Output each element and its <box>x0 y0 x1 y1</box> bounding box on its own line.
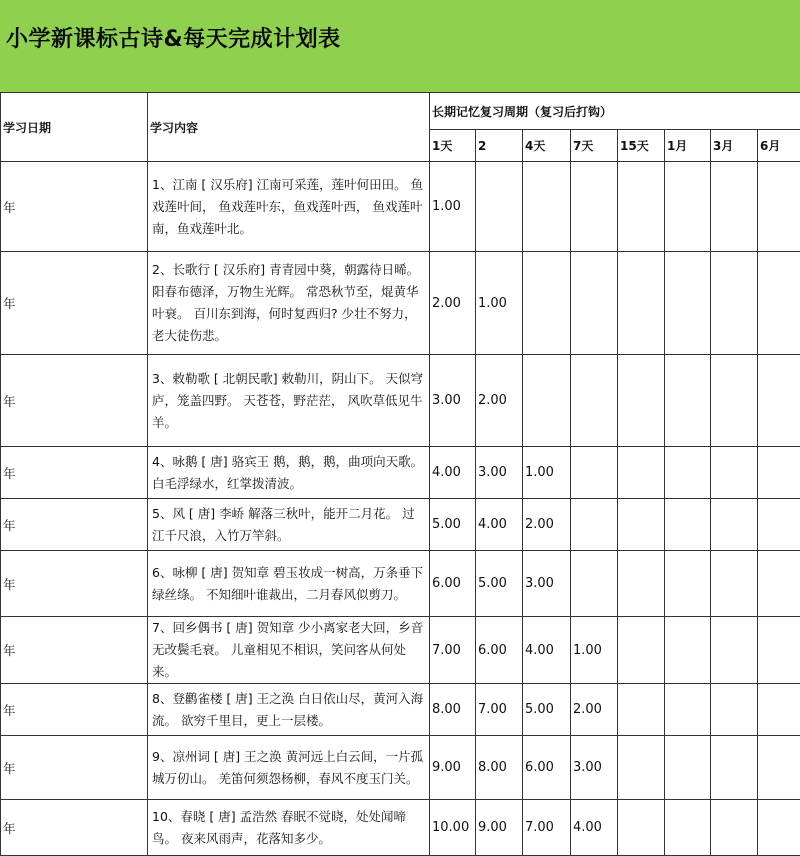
review-check-cell[interactable] <box>711 617 758 684</box>
review-check-cell[interactable] <box>665 684 711 736</box>
poem-content-cell: 4、咏鹅 [ 唐] 骆宾王 鹅，鹅，鹅，曲项向天歌。 白毛浮绿水，红掌拨清波。 <box>148 447 430 499</box>
review-check-cell[interactable] <box>758 736 800 800</box>
review-check-cell[interactable] <box>571 447 618 499</box>
poem-content-cell: 9、凉州词 [ 唐] 王之涣 黄河远上白云间，一片孤城万仞山。 羌笛何须怨杨柳，春风不度玉门关。 <box>148 736 430 800</box>
table-row <box>1 447 800 499</box>
review-check-cell[interactable]: 9.00 <box>476 800 523 856</box>
review-check-cell[interactable] <box>618 447 665 499</box>
review-check-cell[interactable]: 3.00 <box>523 551 571 617</box>
review-check-cell[interactable]: 6.00 <box>430 551 476 617</box>
review-check-cell[interactable] <box>523 252 571 355</box>
poem-content-cell: 2、长歌行 [ 汉乐府] 青青园中葵，朝露待日晞。 阳春布德泽，万物生光辉。 常恐秋节至，焜黄华叶衰。 百川东到海，何时复西归? 少壮不努力，老大徒伤悲。 <box>148 252 430 355</box>
review-check-cell[interactable] <box>665 551 711 617</box>
review-check-cell[interactable] <box>618 355 665 447</box>
review-check-cell[interactable] <box>665 736 711 800</box>
review-check-cell[interactable] <box>571 499 618 551</box>
date-cell: 年 <box>1 162 148 252</box>
review-check-cell[interactable] <box>618 499 665 551</box>
review-check-cell[interactable] <box>618 162 665 252</box>
header-date: 学习日期 <box>1 93 148 162</box>
date-cell: 年 <box>1 355 148 447</box>
review-check-cell[interactable] <box>665 617 711 684</box>
review-check-cell[interactable] <box>711 499 758 551</box>
poem-content-cell: 8、登鹳雀楼 [ 唐] 王之涣 白日依山尽，黄河入海流。 欲穷千里目，更上一层楼。 <box>148 684 430 736</box>
review-check-cell[interactable] <box>711 736 758 800</box>
review-check-cell[interactable] <box>665 499 711 551</box>
review-check-cell[interactable]: 9.00 <box>430 736 476 800</box>
review-check-cell[interactable] <box>618 252 665 355</box>
table-row <box>1 617 800 684</box>
review-check-cell[interactable] <box>665 252 711 355</box>
header-review-period: 长期记忆复习周期（复习后打钩） <box>430 93 800 130</box>
poem-content-cell: 1、江南 [ 汉乐府] 江南可采莲，莲叶何田田。 鱼戏莲叶间， 鱼戏莲叶东，鱼戏莲叶西， 鱼戏莲叶南，鱼戏莲叶北。 <box>148 162 430 252</box>
review-check-cell[interactable]: 3.00 <box>571 736 618 800</box>
date-cell: 年 <box>1 551 148 617</box>
header-cycle: 3月 <box>711 130 758 162</box>
poem-content-cell: 6、咏柳 [ 唐] 贺知章 碧玉妆成一树高，万条垂下绿丝绦。 不知细叶谁裁出，二月春风似剪刀。 <box>148 551 430 617</box>
date-cell: 年 <box>1 252 148 355</box>
table-row <box>1 252 800 355</box>
review-check-cell[interactable] <box>618 800 665 856</box>
review-check-cell[interactable] <box>665 447 711 499</box>
review-check-cell[interactable]: 4.00 <box>571 800 618 856</box>
date-cell: 年 <box>1 447 148 499</box>
review-check-cell[interactable]: 4.00 <box>476 499 523 551</box>
header-cycle: 2 <box>476 130 523 162</box>
review-check-cell[interactable] <box>571 355 618 447</box>
review-check-cell[interactable] <box>618 736 665 800</box>
review-check-cell[interactable]: 1.00 <box>571 617 618 684</box>
review-check-cell[interactable] <box>758 800 800 856</box>
review-check-cell[interactable]: 7.00 <box>476 684 523 736</box>
date-cell: 年 <box>1 499 148 551</box>
header-cycle: 7天 <box>571 130 618 162</box>
review-check-cell[interactable]: 8.00 <box>476 736 523 800</box>
review-check-cell[interactable]: 6.00 <box>476 617 523 684</box>
table-row <box>1 162 800 252</box>
review-check-cell[interactable]: 6.00 <box>523 736 571 800</box>
review-check-cell[interactable] <box>711 355 758 447</box>
review-check-cell[interactable]: 1.00 <box>476 252 523 355</box>
table-row <box>1 355 800 447</box>
review-check-cell[interactable]: 10.00 <box>430 800 476 856</box>
review-check-cell[interactable] <box>758 551 800 617</box>
review-check-cell[interactable] <box>618 551 665 617</box>
review-check-cell[interactable]: 4.00 <box>430 447 476 499</box>
table-row <box>1 800 800 856</box>
title-banner <box>0 0 800 93</box>
review-check-cell[interactable] <box>758 684 800 736</box>
header-cycle: 1月 <box>665 130 711 162</box>
table-row <box>1 551 800 617</box>
review-check-cell[interactable]: 3.00 <box>476 447 523 499</box>
poem-content-cell: 5、风 [ 唐] 李峤 解落三秋叶，能开二月花。 过江千尺浪，入竹万竿斜。 <box>148 499 430 551</box>
review-check-cell[interactable]: 7.00 <box>523 800 571 856</box>
review-check-cell[interactable]: 2.00 <box>523 499 571 551</box>
table-row <box>1 684 800 736</box>
review-check-cell[interactable]: 7.00 <box>430 617 476 684</box>
review-check-cell[interactable] <box>476 162 523 252</box>
review-check-cell[interactable] <box>758 162 800 252</box>
table-row <box>1 736 800 800</box>
review-check-cell[interactable]: 2.00 <box>430 252 476 355</box>
review-check-cell[interactable] <box>665 800 711 856</box>
review-check-cell[interactable]: 1.00 <box>430 162 476 252</box>
review-check-cell[interactable]: 8.00 <box>430 684 476 736</box>
review-check-cell[interactable] <box>711 162 758 252</box>
review-check-cell[interactable] <box>523 355 571 447</box>
poem-content-cell: 10、春晓 [ 唐] 孟浩然 春眠不觉晓，处处闻啼鸟。 夜来风雨声，花落知多少。 <box>148 800 430 856</box>
review-check-cell[interactable] <box>523 162 571 252</box>
review-check-cell[interactable] <box>711 252 758 355</box>
review-check-cell[interactable] <box>711 551 758 617</box>
page-title: 小学新课标古诗&每天完成计划表 <box>6 22 341 53</box>
review-check-cell[interactable]: 2.00 <box>476 355 523 447</box>
header-cycle: 1天 <box>430 130 476 162</box>
date-cell: 年 <box>1 617 148 684</box>
review-check-cell[interactable] <box>758 499 800 551</box>
review-check-cell[interactable] <box>618 617 665 684</box>
review-check-cell[interactable] <box>758 617 800 684</box>
poem-content-cell: 7、回乡偶书 [ 唐] 贺知章 少小离家老大回，乡音无改鬓毛衰。 儿童相见不相识，笑问客从何处来。 <box>148 617 430 684</box>
review-check-cell[interactable] <box>571 551 618 617</box>
header-cycle: 15天 <box>618 130 665 162</box>
date-cell: 年 <box>1 736 148 800</box>
review-check-cell[interactable] <box>711 684 758 736</box>
header-cycle: 6月 <box>758 130 800 162</box>
table-row <box>1 499 800 551</box>
review-check-cell[interactable]: 5.00 <box>476 551 523 617</box>
date-cell: 年 <box>1 684 148 736</box>
review-check-cell[interactable] <box>571 162 618 252</box>
review-check-cell[interactable]: 4.00 <box>523 617 571 684</box>
review-check-cell[interactable] <box>618 684 665 736</box>
review-check-cell[interactable]: 5.00 <box>523 684 571 736</box>
review-check-cell[interactable] <box>571 252 618 355</box>
header-cycle: 4天 <box>523 130 571 162</box>
review-check-cell[interactable] <box>758 447 800 499</box>
review-check-cell[interactable]: 3.00 <box>430 355 476 447</box>
review-check-cell[interactable]: 5.00 <box>430 499 476 551</box>
poem-content-cell: 3、敕勒歌 [ 北朝民歌] 敕勒川，阴山下。 天似穹庐，笼盖四野。 天苍苍，野茫茫， 风吹草低见牛羊。 <box>148 355 430 447</box>
review-check-cell[interactable] <box>758 355 800 447</box>
review-check-cell[interactable] <box>665 162 711 252</box>
study-plan-table <box>0 92 800 856</box>
review-check-cell[interactable] <box>711 447 758 499</box>
review-check-cell[interactable]: 2.00 <box>571 684 618 736</box>
review-check-cell[interactable] <box>665 355 711 447</box>
review-check-cell[interactable] <box>711 800 758 856</box>
date-cell: 年 <box>1 800 148 856</box>
review-check-cell[interactable] <box>758 252 800 355</box>
header-content: 学习内容 <box>148 93 430 162</box>
review-check-cell[interactable]: 1.00 <box>523 447 571 499</box>
